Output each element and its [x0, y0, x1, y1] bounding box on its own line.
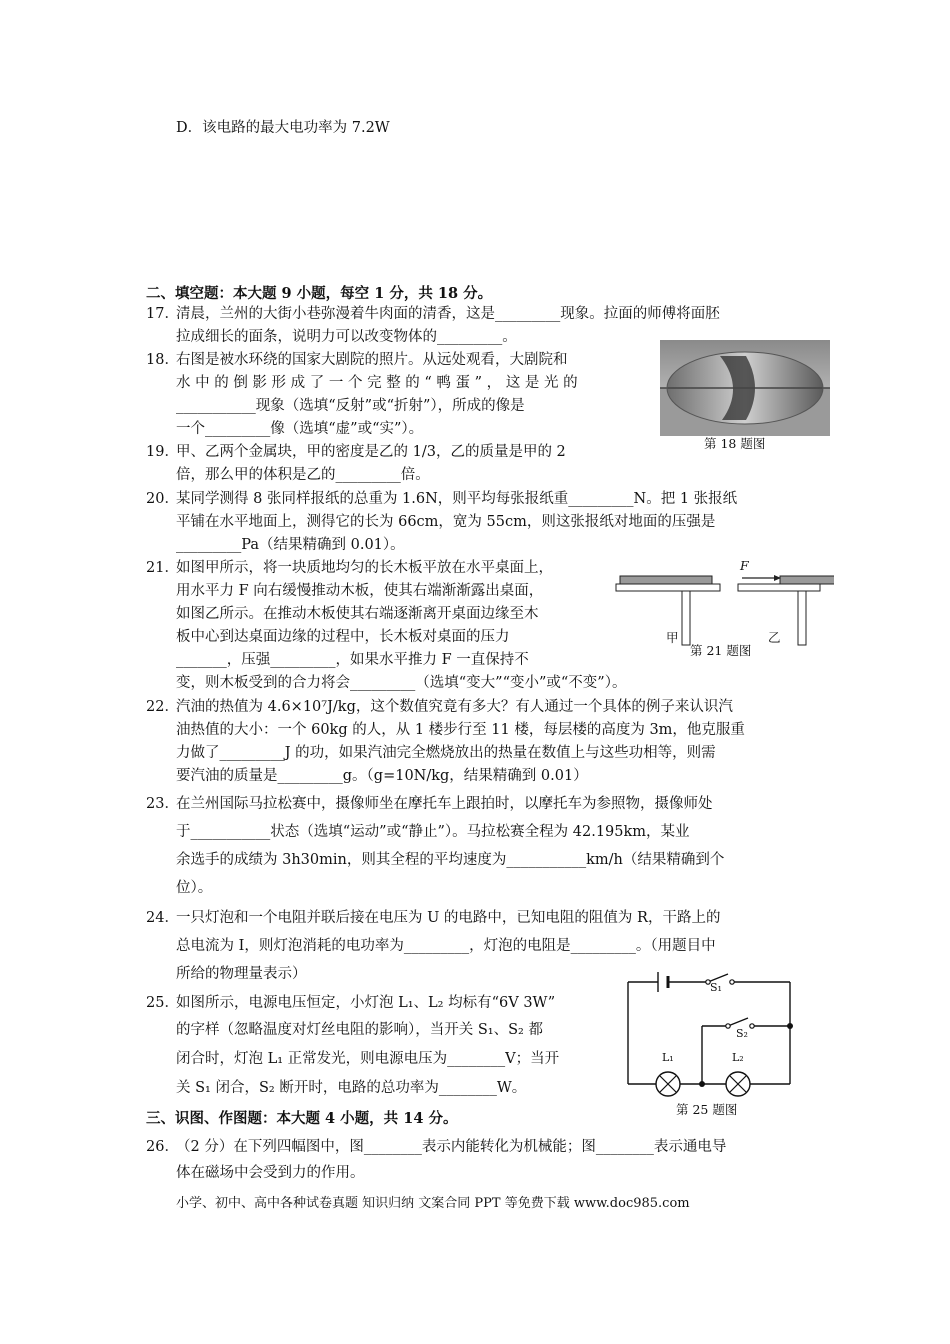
- question-text: 闭合时，灯泡 L₁ 正常发光，则电源电压为________V；当开: [176, 1051, 560, 1067]
- figure-label-left: 甲: [666, 630, 679, 645]
- question-text: 关 S₁ 闭合，S₂ 断开时，电路的总功率为________W。: [176, 1080, 527, 1096]
- question-text: 平铺在水平地面上，测得它的长为 66cm，宽为 55cm，则这张报纸对地面的压强是: [176, 514, 716, 530]
- section-heading: 二、填空题：本大题 9 小题，每空 1 分，共 18 分。: [146, 285, 493, 302]
- question-text: 变，则木板受到的合力将会_________（选填“变大”“变小”或“不变”）。: [176, 675, 627, 691]
- question-number: 17．: [146, 306, 179, 322]
- footer-text: 小学、初中、高中各种试卷真题 知识归纳 文案合同 PPT 等免费下载 www.doc985.com: [176, 1196, 690, 1211]
- question-text: 要汽油的质量是_________g。（g=10N/kg，结果精确到 0.01）: [176, 768, 588, 784]
- question-number: 22．: [146, 699, 179, 715]
- question-text: 清晨，兰州的大街小巷弥漫着牛肉面的清香，这是_________现象。拉面的师傅将面胚: [176, 306, 720, 322]
- question-text: 力做了_________J 的功，如果汽油完全燃烧放出的热量在数值上与这些功相等，则需: [176, 745, 716, 761]
- question-number: 25．: [146, 995, 179, 1011]
- question-text: 倍，那么甲的体积是乙的_________倍。: [176, 467, 430, 483]
- figure-label-right: 乙: [768, 630, 781, 645]
- question-text: 右图是被水环绕的国家大剧院的照片。从远处观看，大剧院和: [176, 352, 568, 368]
- question-text: 如图所示，电源电压恒定，小灯泡 L₁、L₂ 均标有“6V 3W”: [176, 995, 556, 1011]
- question-text: 水 中 的 倒 影 形 成 了 一 个 完 整 的 “ 鸭 蛋 ” ， 这 是 光 的: [176, 375, 578, 391]
- question-number: 19．: [146, 444, 179, 460]
- question-text: 甲、乙两个金属块，甲的密度是乙的 1/3，乙的质量是甲的 2: [176, 444, 566, 460]
- question-text: _________Pa（结果精确到 0.01）。: [176, 537, 405, 553]
- figure-caption: 第 18 题图: [704, 436, 766, 451]
- question-number: 21．: [146, 560, 179, 576]
- question-text: 一个_________像（选填“虚”或“实”）。: [176, 421, 424, 437]
- question-text: 所给的物理量表示）: [176, 966, 307, 982]
- grand-theatre-photo: [660, 340, 830, 436]
- question-text: （2 分）在下列四幅图中，图________表示内能转化为机械能；图________表示通电导: [176, 1139, 727, 1155]
- question-text: ___________现象（选填“反射”或“折射”），所成的像是: [176, 398, 525, 414]
- question-text: _______，压强_________，如果水平推力 F 一直保持不: [176, 652, 529, 668]
- question-text: 汽油的热值为 4.6×10⁷J/kg，这个数值究竟有多大？有人通过一个具体的例子来认识汽: [176, 699, 733, 715]
- question-text: 板中心到达桌面边缘的过程中，长木板对桌面的压力: [176, 629, 510, 645]
- question-text: 余选手的成绩为 3h30min，则其全程的平均速度为___________km/h（结果精确到个: [176, 852, 725, 868]
- question-number: 20．: [146, 491, 179, 507]
- question-text: 如图乙所示。在推动木板使其右端逐渐离开桌面边缘至木: [176, 606, 539, 622]
- question-text: 于___________状态（选填“运动”或“静止”）。马拉松赛全程为 42.195km，某业: [176, 824, 690, 840]
- question-text: 的字样（忽略温度对灯丝电阻的影响），当开关 S₁、S₂ 都: [176, 1022, 543, 1038]
- switch-label-s1: S₁: [710, 981, 722, 994]
- switch-label-s2: S₂: [736, 1027, 748, 1040]
- question-text: 如图甲所示，将一块质地均匀的长木板平放在水平桌面上，: [176, 560, 553, 576]
- question-text: 油热值的大小：一个 60kg 的人，从 1 楼步行至 11 楼，每层楼的高度为 3m，他克服重: [176, 722, 745, 738]
- figure-caption: 第 25 题图: [676, 1102, 738, 1117]
- question-number: 23．: [146, 796, 179, 812]
- question-text: 体在磁场中会受到力的作用。: [176, 1165, 365, 1181]
- question-text: 某同学测得 8 张同样报纸的总重为 1.6N，则平均每张报纸重_________N。把 1 张报纸: [176, 491, 738, 507]
- question-text: 总电流为 I，则灯泡消耗的电功率为_________，灯泡的电阻是_________。（用题目中: [176, 938, 716, 954]
- question-number: 18．: [146, 352, 179, 368]
- figure-caption: 第 21 题图: [690, 643, 752, 658]
- force-label: F: [740, 558, 749, 573]
- question-text: 一只灯泡和一个电阻并联后接在电压为 U 的电路中，已知电阻的阻值为 R，干路上的: [176, 910, 721, 926]
- question-number: 26．: [146, 1139, 179, 1155]
- question-text: 在兰州国际马拉松赛中，摄像师坐在摩托车上跟拍时，以摩托车为参照物，摄像师处: [176, 796, 713, 812]
- lamp-label-l2: L₂: [732, 1051, 744, 1064]
- option-d: D．该电路的最大电功率为 7.2W: [176, 120, 390, 136]
- question-text: 拉成细长的面条，说明力可以改变物体的_________。: [176, 329, 517, 345]
- question-number: 24．: [146, 910, 179, 926]
- question-text: 用水平力 F 向右缓慢推动木板，使其右端渐渐露出桌面，: [176, 583, 544, 599]
- section-heading: 三、识图、作图题：本大题 4 小题，共 14 分。: [146, 1110, 458, 1127]
- question-text: 位）。: [176, 880, 213, 896]
- lamp-label-l1: L₁: [662, 1051, 674, 1064]
